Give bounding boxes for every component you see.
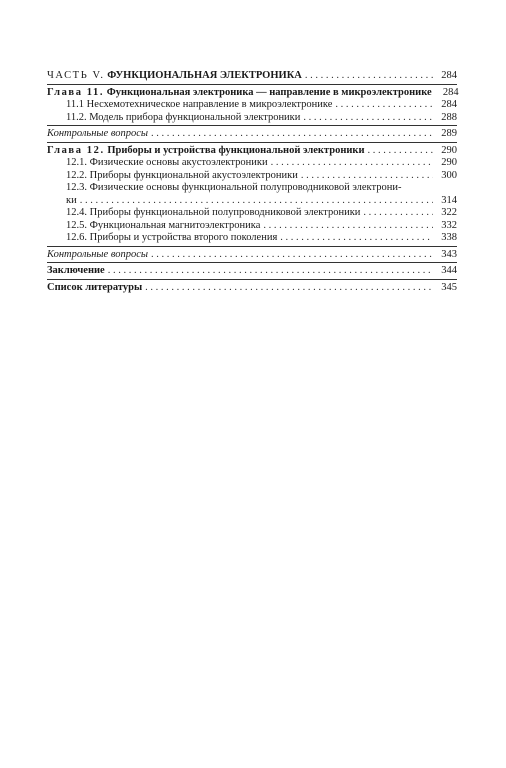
section-title: 12.4. Приборы функциональной полупроводниковой электроники: [66, 207, 361, 218]
toc-section[interactable]: [47, 232, 457, 245]
toc-section[interactable]: [47, 207, 457, 220]
section-page: 314: [441, 194, 457, 206]
toc-section[interactable]: [47, 220, 457, 233]
toc-section-continuation[interactable]: [47, 195, 457, 208]
toc-section[interactable]: [47, 157, 457, 170]
section-title: 12.2. Приборы функциональной акустоэлектроники: [66, 169, 298, 181]
toc-section[interactable]: [47, 99, 457, 112]
divider: [47, 246, 457, 247]
divider: [47, 125, 457, 126]
leader-dots: [365, 145, 433, 158]
toc-chapter-12[interactable]: [47, 145, 457, 158]
conclusion-page: 344: [441, 265, 457, 276]
toc-questions[interactable]: [47, 128, 457, 141]
toc-questions[interactable]: [47, 249, 457, 262]
chapter-page: 284: [442, 86, 459, 98]
part-label: ЧАСТЬ V.: [47, 70, 105, 81]
toc-part-v[interactable]: [47, 70, 457, 83]
leader-dots: [148, 128, 433, 141]
leader-dots: [142, 282, 433, 295]
questions-page: 343: [441, 248, 457, 260]
section-title: 12.6. Приборы и устройства второго поколения: [66, 232, 278, 243]
chapter-title: Приборы и устройства функциональной электроники: [107, 144, 365, 156]
references-page: 345: [441, 281, 457, 293]
chapter-label: Глава 12.: [47, 144, 105, 156]
divider: [47, 279, 457, 280]
leader-dots: [360, 207, 433, 220]
part-title: ФУНКЦИОНАЛЬНАЯ ЭЛЕКТРОНИКА: [107, 70, 302, 81]
leader-dots: [268, 157, 433, 170]
section-title: 12.1. Физические основы акустоэлектроники: [66, 157, 268, 168]
leader-dots: [105, 265, 433, 278]
toc-section[interactable]: [47, 182, 457, 195]
toc-section[interactable]: [47, 170, 457, 183]
questions-title: Контрольные вопросы: [47, 128, 149, 139]
leader-dots: [302, 70, 433, 83]
leader-dots: [77, 195, 433, 208]
section-page: 332: [441, 219, 457, 231]
leader-dots: [260, 220, 433, 233]
chapter-label: Глава 11.: [47, 86, 105, 98]
chapter-title: Функциональная электроника — направление в микроэлектронике: [106, 86, 432, 98]
divider: [47, 262, 457, 263]
leader-dots: [332, 99, 433, 112]
section-page: 300: [441, 169, 457, 181]
questions-page: 289: [441, 128, 457, 139]
divider: [47, 84, 457, 85]
section-title: 11.2. Модель прибора функциональной электроники: [66, 111, 301, 123]
toc-conclusion[interactable]: [47, 265, 457, 278]
section-title: 11.1 Несхемотехническое направление в микроэлектронике: [66, 99, 333, 110]
section-page: 338: [441, 232, 457, 243]
section-page: 322: [441, 207, 457, 218]
section-page: 288: [441, 111, 457, 123]
divider: [47, 142, 457, 143]
leader-dots: [148, 249, 433, 262]
questions-title: Контрольные вопросы: [47, 248, 149, 260]
section-page: 290: [441, 157, 457, 168]
table-of-contents: [47, 70, 457, 294]
toc-section[interactable]: [47, 112, 457, 125]
section-title: 12.5. Функциональная магнитоэлектроника: [66, 219, 261, 231]
chapter-page: 290: [441, 144, 457, 156]
references-title: Список литературы: [47, 281, 143, 293]
section-title: 12.3. Физические основы функциональной полупроводниковой электрони-: [66, 182, 402, 193]
section-page: 284: [441, 99, 457, 110]
leader-dots: [277, 232, 433, 245]
section-title-continuation: ки: [66, 194, 77, 206]
leader-dots: [298, 170, 433, 183]
conclusion-title: Заключение: [47, 265, 105, 276]
part-page: 284: [441, 70, 457, 81]
toc-chapter-11[interactable]: [47, 87, 457, 100]
toc-references[interactable]: [47, 282, 457, 295]
leader-dots: [300, 112, 433, 125]
